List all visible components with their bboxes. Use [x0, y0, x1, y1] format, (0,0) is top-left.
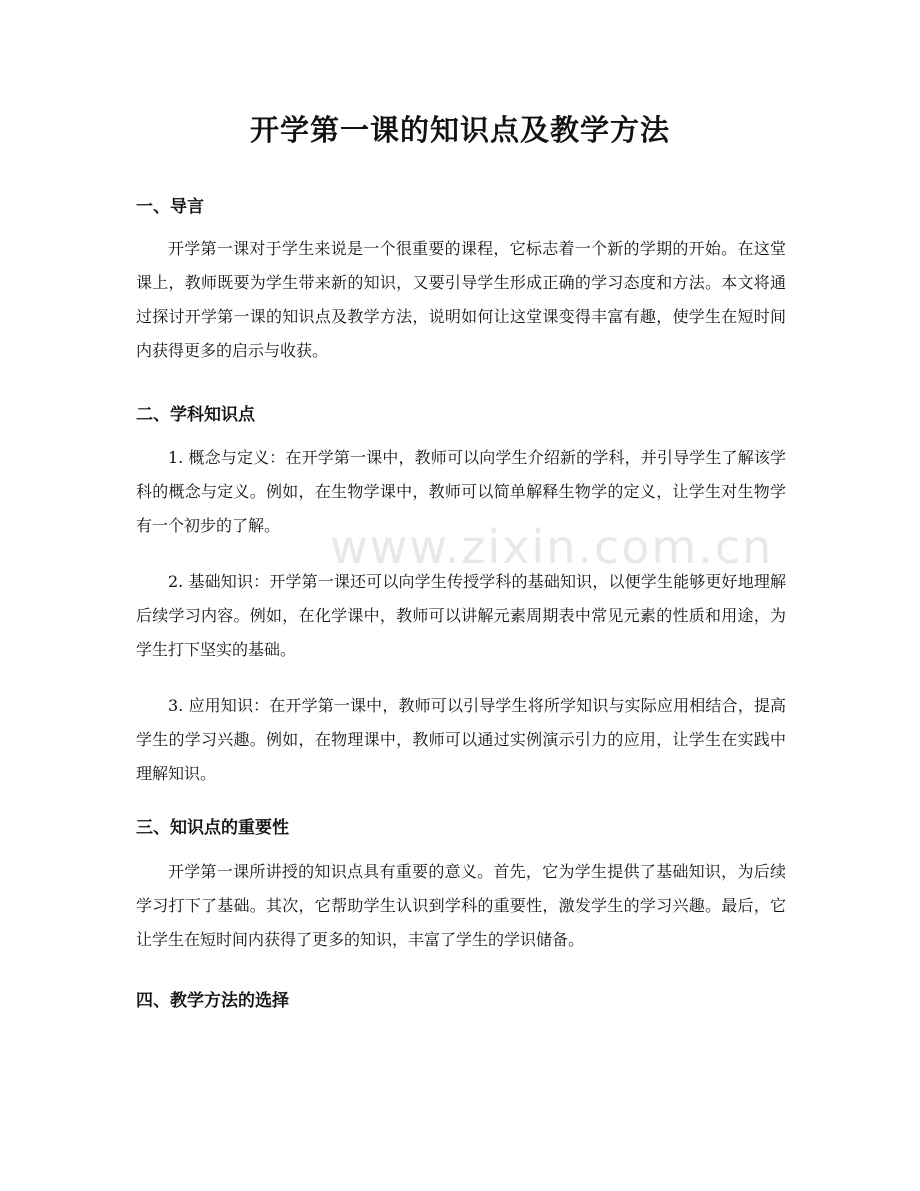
paragraph-importance: 开学第一课所讲授的知识点具有重要的意义。首先，它为学生提供了基础知识，为后续学习打下了基础。其次，它帮助学生认识到学科的重要性，激发学生的学习兴趣。最后，它让学生在短时间内获得了更多的知识，丰富了学生的学识储备。 — [136, 862, 786, 949]
document-title: 开学第一课的知识点及教学方法 — [249, 113, 670, 147]
section-heading-knowledge-points: 二、学科知识点 — [136, 405, 255, 425]
paragraph-applications: 3. 应用知识：在开学第一课中，教师可以引导学生将所学知识与实际应用相结合，提高学生的学习兴趣。例如，在物理课中，教师可以通过实例演示引力的应用，让学生在实践中理解知识。 — [136, 696, 786, 783]
section-heading-teaching-methods: 四、教学方法的选择 — [136, 991, 289, 1011]
section-heading-intro: 一、导言 — [136, 197, 204, 217]
paragraph-basics: 2. 基础知识：开学第一课还可以向学生传授学科的基础知识，以便学生能够更好地理解后续学习内容。例如，在化学课中，教师可以讲解元素周期表中常见元素的性质和用途，为学生打下坚实的基础。 — [136, 572, 786, 659]
paragraph-concepts: 1. 概念与定义：在开学第一课中，教师可以向学生介绍新的学科，并引导学生了解该学科的概念与定义。例如，在生物学课中，教师可以简单解释生物学的定义，让学生对生物学有一个初步的了解。 — [136, 448, 786, 535]
paragraph-intro: 开学第一课对于学生来说是一个很重要的课程，它标志着一个新的学期的开始。在这堂课上，教师既要为学生带来新的知识，又要引导学生形成正确的学习态度和方法。本文将通过探讨开学第一课的知识点及教学方法，说明如何让这堂课变得丰富有趣，使学生在短时间内获得更多的启示与收获。 — [136, 239, 786, 360]
watermark: www.zixin.com.cn — [330, 520, 774, 574]
section-heading-importance: 三、知识点的重要性 — [136, 818, 289, 838]
